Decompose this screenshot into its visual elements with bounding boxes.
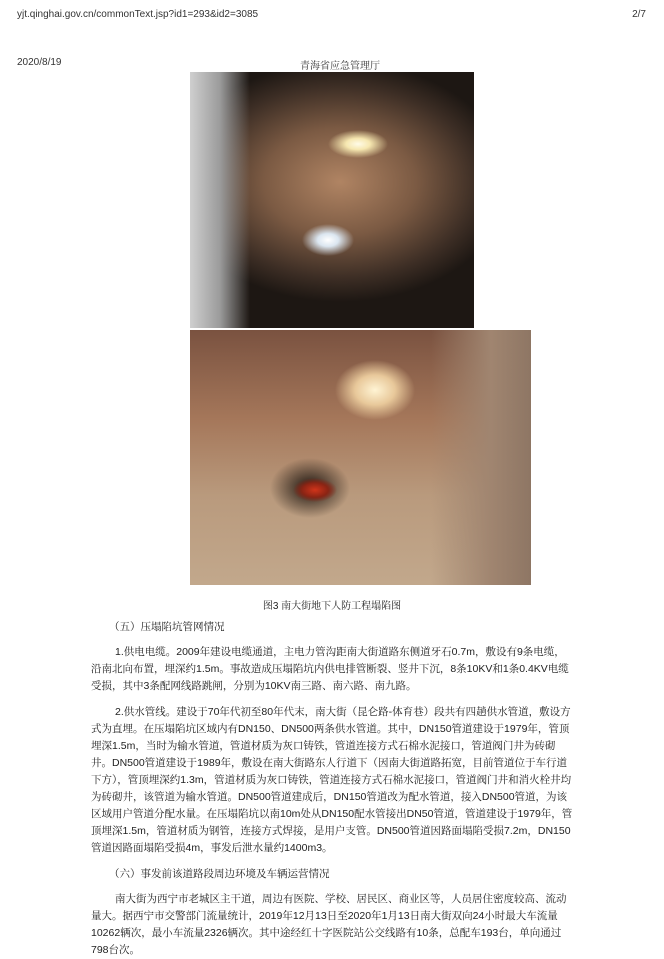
figure-caption: 图3 南大街地下人防工程塌陷图 — [262, 601, 402, 612]
page-url: yjt.qinghai.gov.cn/commonText.jsp?id1=293&id2=3085 — [17, 9, 259, 20]
print-date: 2020/8/19 — [17, 57, 62, 68]
page-number: 2/7 — [632, 9, 646, 20]
paragraph: 南大街为西宁市老城区主干道，周边有医院、学校、居民区、商业区等，人员居住密度较高、流动量大。据西宁市交警部门流量统计，2019年12月13日至2020年1月13日南大街双向24小时最大车流量10262辆次，最小车流量2326辆次。其中途经红十字医院站公交线路有10条，总配车193台，单向通过798台次。 — [91, 893, 567, 956]
section-heading: （六）事发前该道路段周边环境及车辆运营情况 — [109, 868, 330, 880]
site-title: 青海省应急管理厅 — [300, 61, 380, 72]
paragraph: 2.供水管线。建设于70年代初至80年代末，南大街（昆仑路-体育巷）段共有四趟供水管道，敷设方式为直埋。在压塌陷坑区域内有DN150、DN500两条供水管道。其中，DN150管道建设于1979年，管顶埋深1.5m，当时为输水管道，管道材质为灰口铸铁，管道连接方式石棉水泥接口，管道阀门井为砖砌井。DN500管道建设于1989年，敷设在南大街路东人行道下（因南大街道路拓宽，目前管道位于车行道下方），管顶埋深约1.3m，管道材质为灰口铸铁，管道连接方式石棉水泥接口，管道阀门井和消火栓井均为砖砌井，该管道为输水管道。DN500管道建成后，DN150管道改为配水管道，接入DN500管道，为该区域用户管道分配水量。在压塌陷坑以南10m处从DN150配水管接出DN50管道，管道建设于1979年，管顶埋深1.5m，管道材质为钢管，连接方式焊接，是用户支管。DN500管道因路面塌陷受损7.2m，DN150管道因路面塌陷受损4m，事发后泄水量约1400m3。 — [91, 706, 573, 854]
tunnel-photo-1 — [190, 72, 474, 328]
paragraph: 1.供电电缆。2009年建设电缆通道，主电力管沟距南大街道路东侧道牙石0.7m，敷设有9条电缆，沿南北向布置，埋深约1.5m。事故造成压塌陷坑内供电排管断裂、竖井下沉，8条10KV和1条0.4KV电缆受损，其中3条配网线路跳闸，分别为10KV南三路、南六路、南九路。 — [91, 646, 569, 692]
document-body — [91, 619, 575, 959]
tunnel-photo-2 — [190, 330, 531, 585]
section-heading: （五）压塌陷坑管网情况 — [109, 621, 225, 633]
